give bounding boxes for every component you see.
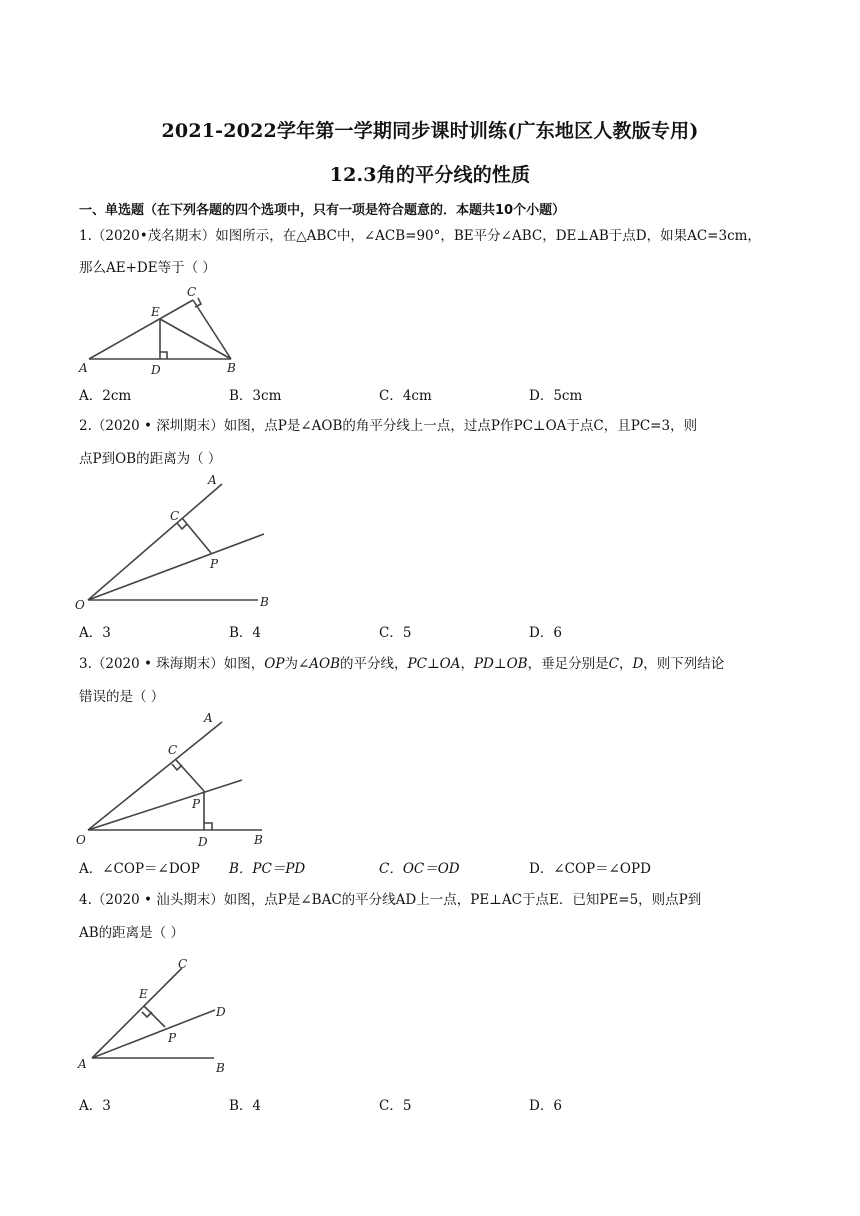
page-title: 2021-2022学年第一学期同步课时训练(广东地区人教版专用) (161, 120, 699, 142)
question-3-line1: 3.（2020 • 珠海期末）如图，OP为∠AOB的平分线，PC⊥OA，PD⊥OB，垂足分别是C，D，则下列结论 (79, 656, 725, 672)
question-2-figure (72, 470, 282, 615)
question-1-option-d[interactable]: D．5cm (529, 388, 583, 404)
question-2-option-a[interactable]: A．3 (79, 625, 111, 641)
ray-ad (92, 1010, 215, 1058)
question-4-option-b[interactable]: B．4 (229, 1098, 262, 1114)
question-4-option-c[interactable]: C．5 (379, 1098, 412, 1114)
question-1-option-a[interactable]: A．2cm (79, 388, 132, 404)
question-2-option-c[interactable]: C．5 (379, 625, 412, 641)
label-p: P (192, 797, 201, 811)
right-angle-c (177, 523, 187, 529)
label-a: A (78, 1057, 87, 1071)
label-d: D (198, 835, 208, 849)
label-b: B (216, 1061, 225, 1075)
question-1-option-b[interactable]: B．3cm (229, 388, 282, 404)
question-4-line1: 4.（2020 • 汕头期末）如图，点P是∠BAC的平分线AD上一点，PE⊥AC于点E．已知PE=5，则点P到 (79, 892, 702, 908)
question-4-option-a[interactable]: A．3 (79, 1098, 111, 1114)
label-c: C (187, 285, 197, 299)
question-2-option-b[interactable]: B．4 (229, 625, 262, 641)
segment-pc (176, 760, 204, 791)
segment-eb (160, 319, 231, 359)
right-angle-d (204, 823, 212, 830)
label-c: C (178, 957, 188, 971)
label-d: D (151, 363, 161, 377)
ray-op (88, 534, 264, 600)
question-4-line2: AB的距离是（ ） (79, 925, 184, 941)
question-4-figure (72, 950, 242, 1078)
label-d: D (216, 1005, 226, 1019)
section-heading: 一、单选题（在下列各题的四个选项中，只有一项是符合题意的．本题共10个小题） (79, 203, 566, 218)
right-angle-d (160, 352, 167, 359)
ray-oa (88, 722, 222, 830)
label-p: P (210, 557, 219, 571)
label-e: E (139, 987, 148, 1001)
label-b: B (254, 833, 263, 847)
question-1-figure (75, 282, 265, 378)
question-3-option-c[interactable]: C．OC＝OD (379, 861, 460, 877)
question-1-line2: 那么AE+DE等于（ ） (79, 260, 216, 276)
question-3-option-d[interactable]: D．∠COP＝∠OPD (529, 861, 651, 877)
question-2-line1: 2.（2020 • 深圳期末）如图，点P是∠AOB的角平分线上一点，过点P作PC⊥OA于点C，且PC=3，则 (79, 418, 698, 434)
question-2-line2: 点P到OB的距离为（ ） (79, 451, 222, 467)
segment-cb (193, 300, 231, 359)
segment-pc (182, 518, 211, 553)
right-angle-e (142, 1012, 152, 1017)
label-b: B (227, 361, 236, 375)
label-e: E (151, 305, 160, 319)
question-3-line2: 错误的是（ ） (79, 689, 165, 705)
question-4-option-d[interactable]: D．6 (529, 1098, 562, 1114)
page-subtitle: 12.3角的平分线的性质 (329, 164, 531, 186)
label-c: C (168, 743, 178, 757)
label-b: B (260, 595, 269, 609)
question-2-option-d[interactable]: D．6 (529, 625, 562, 641)
label-a: A (79, 361, 88, 375)
question-3-option-b[interactable]: B．PC＝PD (229, 861, 306, 877)
label-a: A (204, 711, 213, 725)
ray-op (88, 780, 242, 830)
label-a: A (208, 473, 217, 487)
question-3-figure (72, 708, 272, 850)
label-p: P (168, 1031, 177, 1045)
question-3-option-a[interactable]: A．∠COP＝∠DOP (79, 861, 200, 877)
label-o: O (76, 833, 86, 847)
label-o: O (75, 598, 85, 612)
label-c: C (170, 509, 180, 523)
question-1-option-c[interactable]: C．4cm (379, 388, 432, 404)
question-1-line1: 1.（2020•茂名期末）如图所示，在△ABC中，∠ACB=90°，BE平分∠ABC，DE⊥AB于点D，如果AC=3cm， (79, 228, 761, 244)
